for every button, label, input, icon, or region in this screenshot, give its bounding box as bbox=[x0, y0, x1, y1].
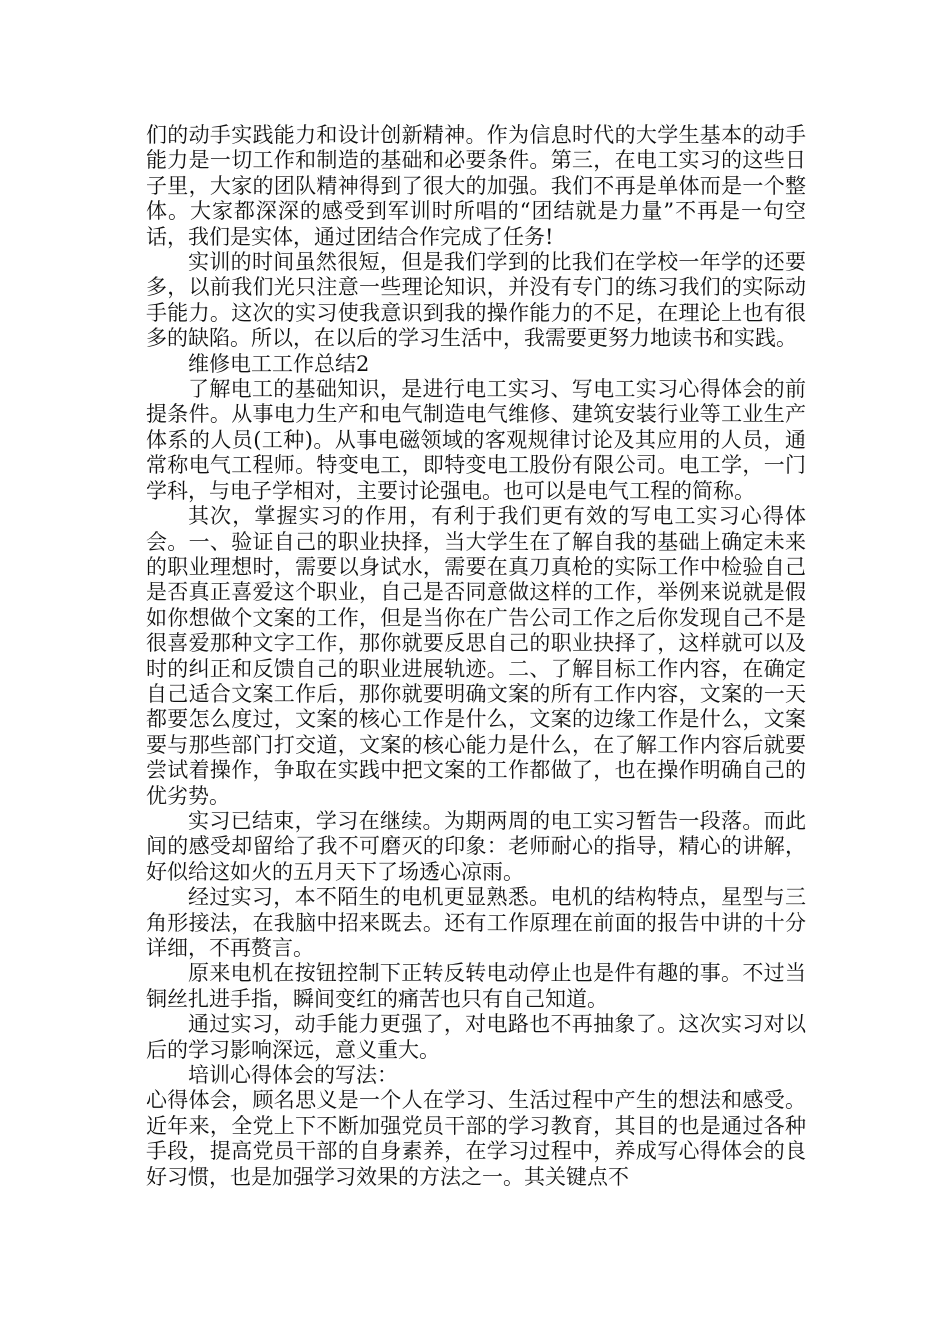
paragraph-hands-on-ability: 通过实习，动手能力更强了，对电路也不再抽象了。这次实习对以后的学习影响深远，意义重大。 bbox=[146, 1012, 806, 1062]
paragraph-electrician-basics: 了解电工的基础知识，是进行电工实习、写电工实习心得体会的前提条件。从事电力生产和电气制造电气维修、建筑安装行业等工业生产体系的人员(工种)。从事电磁领域的客观规律讨论及其应用的人员，通常称电气工程师。特变电工，即特变电工股份有限公司。电工学，一门学科，与电子学相对，主要讨论强电。也可以是电气工程的简称。 bbox=[146, 377, 806, 503]
paragraph-motor-familiarity: 经过实习，本不陌生的电机更显熟悉。电机的结构特点，星型与三角形接法，在我脑中招来既去。还有工作原理在前面的报告中讲的十分详细，不再赘言。 bbox=[146, 885, 806, 960]
section-heading-writing-method: 培训心得体会的写法： bbox=[188, 1063, 398, 1088]
paragraph-continuation: 们的动手实践能力和设计创新精神。作为信息时代的大学生基本的动手能力是一切工作和制造的基础和必要条件。第三，在电工实习的这些日子里，大家的团队精神得到了很大的加强。我们不再是单体而是一个整体。大家都深深的感受到军训时所唱的“团结就是力量”不再是一句空话，我们是实体，通过团结合作完成了任务! bbox=[146, 123, 806, 249]
paragraph-internship-ended: 实习已结束，学习在继续。为期两周的电工实习暂告一段落。而此间的感受却留给了我不可磨灭的印象：老师耐心的指导，精心的讲解，好似给这如火的五月天下了场透心凉雨。 bbox=[146, 808, 806, 884]
paragraph-internship-role: 其次，掌握实习的作用，有利于我们更有效的写电工实习心得体会。一、验证自己的职业抉择，当大学生在了解自我的基础上确定未来的职业理想时，需要以身试水，需要在真刀真枪的实际工作中检验自己是否真正喜爱这个职业，自己是否同意做这样的工作，举例来说就是假如你想做个文案的工作，但是当你在广告公司工作之后你发现自己不是很喜爱那种文字工作，那你就要反思自己的职业抉择了，这样就可以及时的纠正和反馈自己的职业进展轨迹。二、了解目标工作内容，在确定自己适合文案工作后，那你就要明确文案的所有工作内容，文案的一天都要怎么度过，文案的核心工作是什么，文案的边缘工作是什么，文案要与那些部门打交道，文案的核心能力是什么，在了解工作内容后就要尝试着操作，争取在实践中把文案的工作都做了，也在操作明确自己的优劣势。 bbox=[146, 504, 806, 808]
document-body bbox=[146, 123, 806, 1190]
section-heading-summary-2: 维修电工工作总结2 bbox=[188, 351, 370, 376]
paragraph-training-reflection: 实训的时间虽然很短，但是我们学到的比我们在学校一年学的还要多，以前我们光只注意一些理论知识，并没有专门的练习我们的实际动手能力。这次的实习使我意识到我的操作能力的不足，在理论上也有很多的缺陷。所以，在以后的学习生活中，我需要更努力地读书和实践。 bbox=[146, 250, 806, 351]
paragraph-writing-method: 心得体会，顾名思义是一个人在学习、生活过程中产生的想法和感受。近年来，全党上下不断加强党员干部的学习教育，其目的也是通过各种手段，提高党员干部的自身素养，在学习过程中，养成写心得体会的良好习惯，也是加强学习效果的方法之一。其关键点不 bbox=[146, 1088, 806, 1189]
paragraph-motor-control: 原来电机在按钮控制下正转反转电动停止也是件有趣的事。不过当铜丝扎进手指，瞬间变红的痛苦也只有自己知道。 bbox=[146, 961, 806, 1011]
